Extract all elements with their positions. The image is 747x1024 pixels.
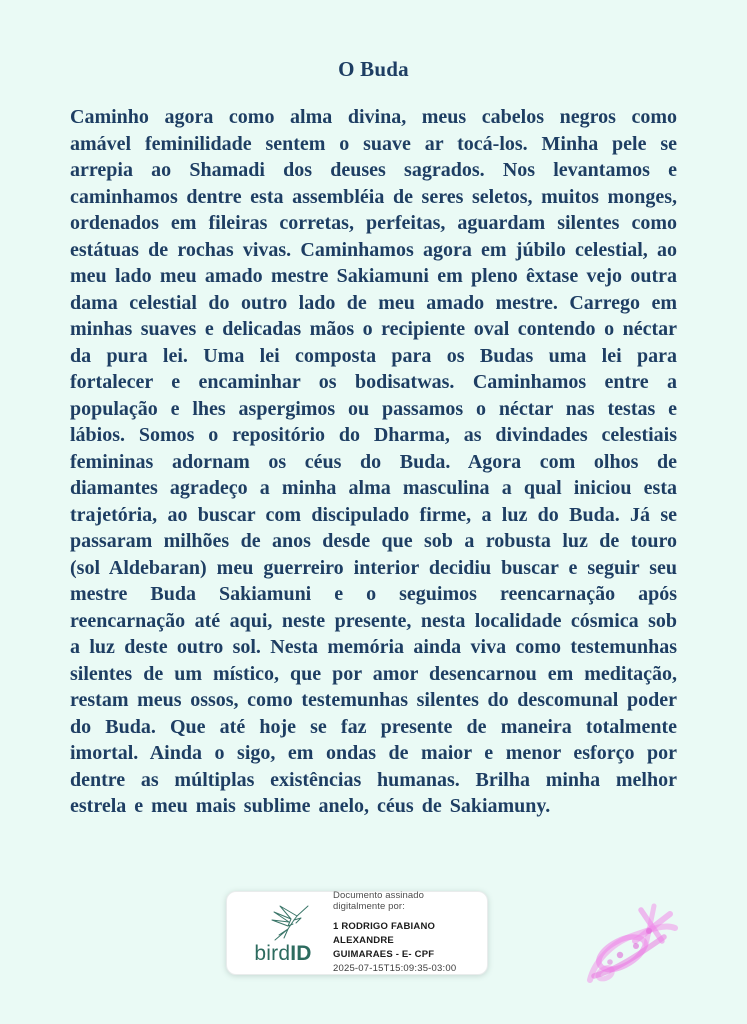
signature-timestamp: 2025-07-15T15:09:35-03:00 — [333, 963, 457, 974]
brand-text-id: ID — [290, 941, 312, 965]
hummingbird-icon — [267, 903, 313, 943]
birdid-wordmark — [254, 941, 312, 965]
signature-header-text: Documento assinado digitalmente por: — [333, 890, 425, 912]
birdid-logo — [235, 903, 331, 964]
handwritten-signature-scribble — [580, 900, 685, 990]
brand-text-bird: bird — [254, 941, 291, 965]
signature-info — [331, 890, 477, 976]
document-body-text: Caminho agora como alma divina, meus cabelos negros como amável feminilidade sentem o suave ar tocá-los. Minha pele se arrepia ao Shamadi dos deuses sagrados. Nos levantamos e caminhamos dentre esta assembléia de seres seletos, muitos monges, ordenados em fileiras corretas, perfeitas, aguardam silentes como estátuas de rochas vivas. Caminhamos agora em júbilo celestial, ao meu lado meu amado mestre Sakiamuni em pleno êxtase vejo outra dama celestial do outro lado de meu amado mestre. Carrego em minhas suaves e delicadas mãos o recipiente oval contendo o néctar da pura lei. Uma lei composta para os Budas uma lei para fortalecer e encaminhar os bodisatwas. Caminhamos entre a população e lhes aspergimos ou passamos o néctar nas testas e lábios. Somos o repositório do Dharma, as divindades celestiais femininas adornam os céus do Buda. Agora com olhos de diamantes agradeço a minha alma masculina a qual iniciou esta trajetória, ao buscar com discipulado firme, a luz do Buda. Já se passaram milhões de anos desde que sob a robusta luz de touro (sol Aldebaran) meu guerreiro interior decidiu buscar e seguir seu mestre Buda Sakiamuni e o seguimos reencarnação após reencarnação até aqui, neste presente, nesta localidade cósmica sob a luz deste outro sol. Nesta memória ainda viva como testemunhas silentes de um místico, que por amor desencarnou em meditação, restam meus ossos, como testemunhas silentes do descomunal poder do Buda. Que até hoje se faz presente de maneira totalmente imortal. Ainda o sigo, em ondas de maior e menor esforço por dentre as múltiplas existências humanas. Brilha minha melhor estrela e meu mais sublime anelo, céus de Sakiamuny. — [70, 106, 677, 817]
signer-name-line1: 1 RODRIGO FABIANO ALEXANDRE — [333, 921, 436, 946]
signer-name-line2: GUIMARAES - E- CPF — [333, 949, 435, 960]
digital-signature-stamp — [226, 891, 488, 975]
document-title: O Buda — [338, 57, 409, 81]
